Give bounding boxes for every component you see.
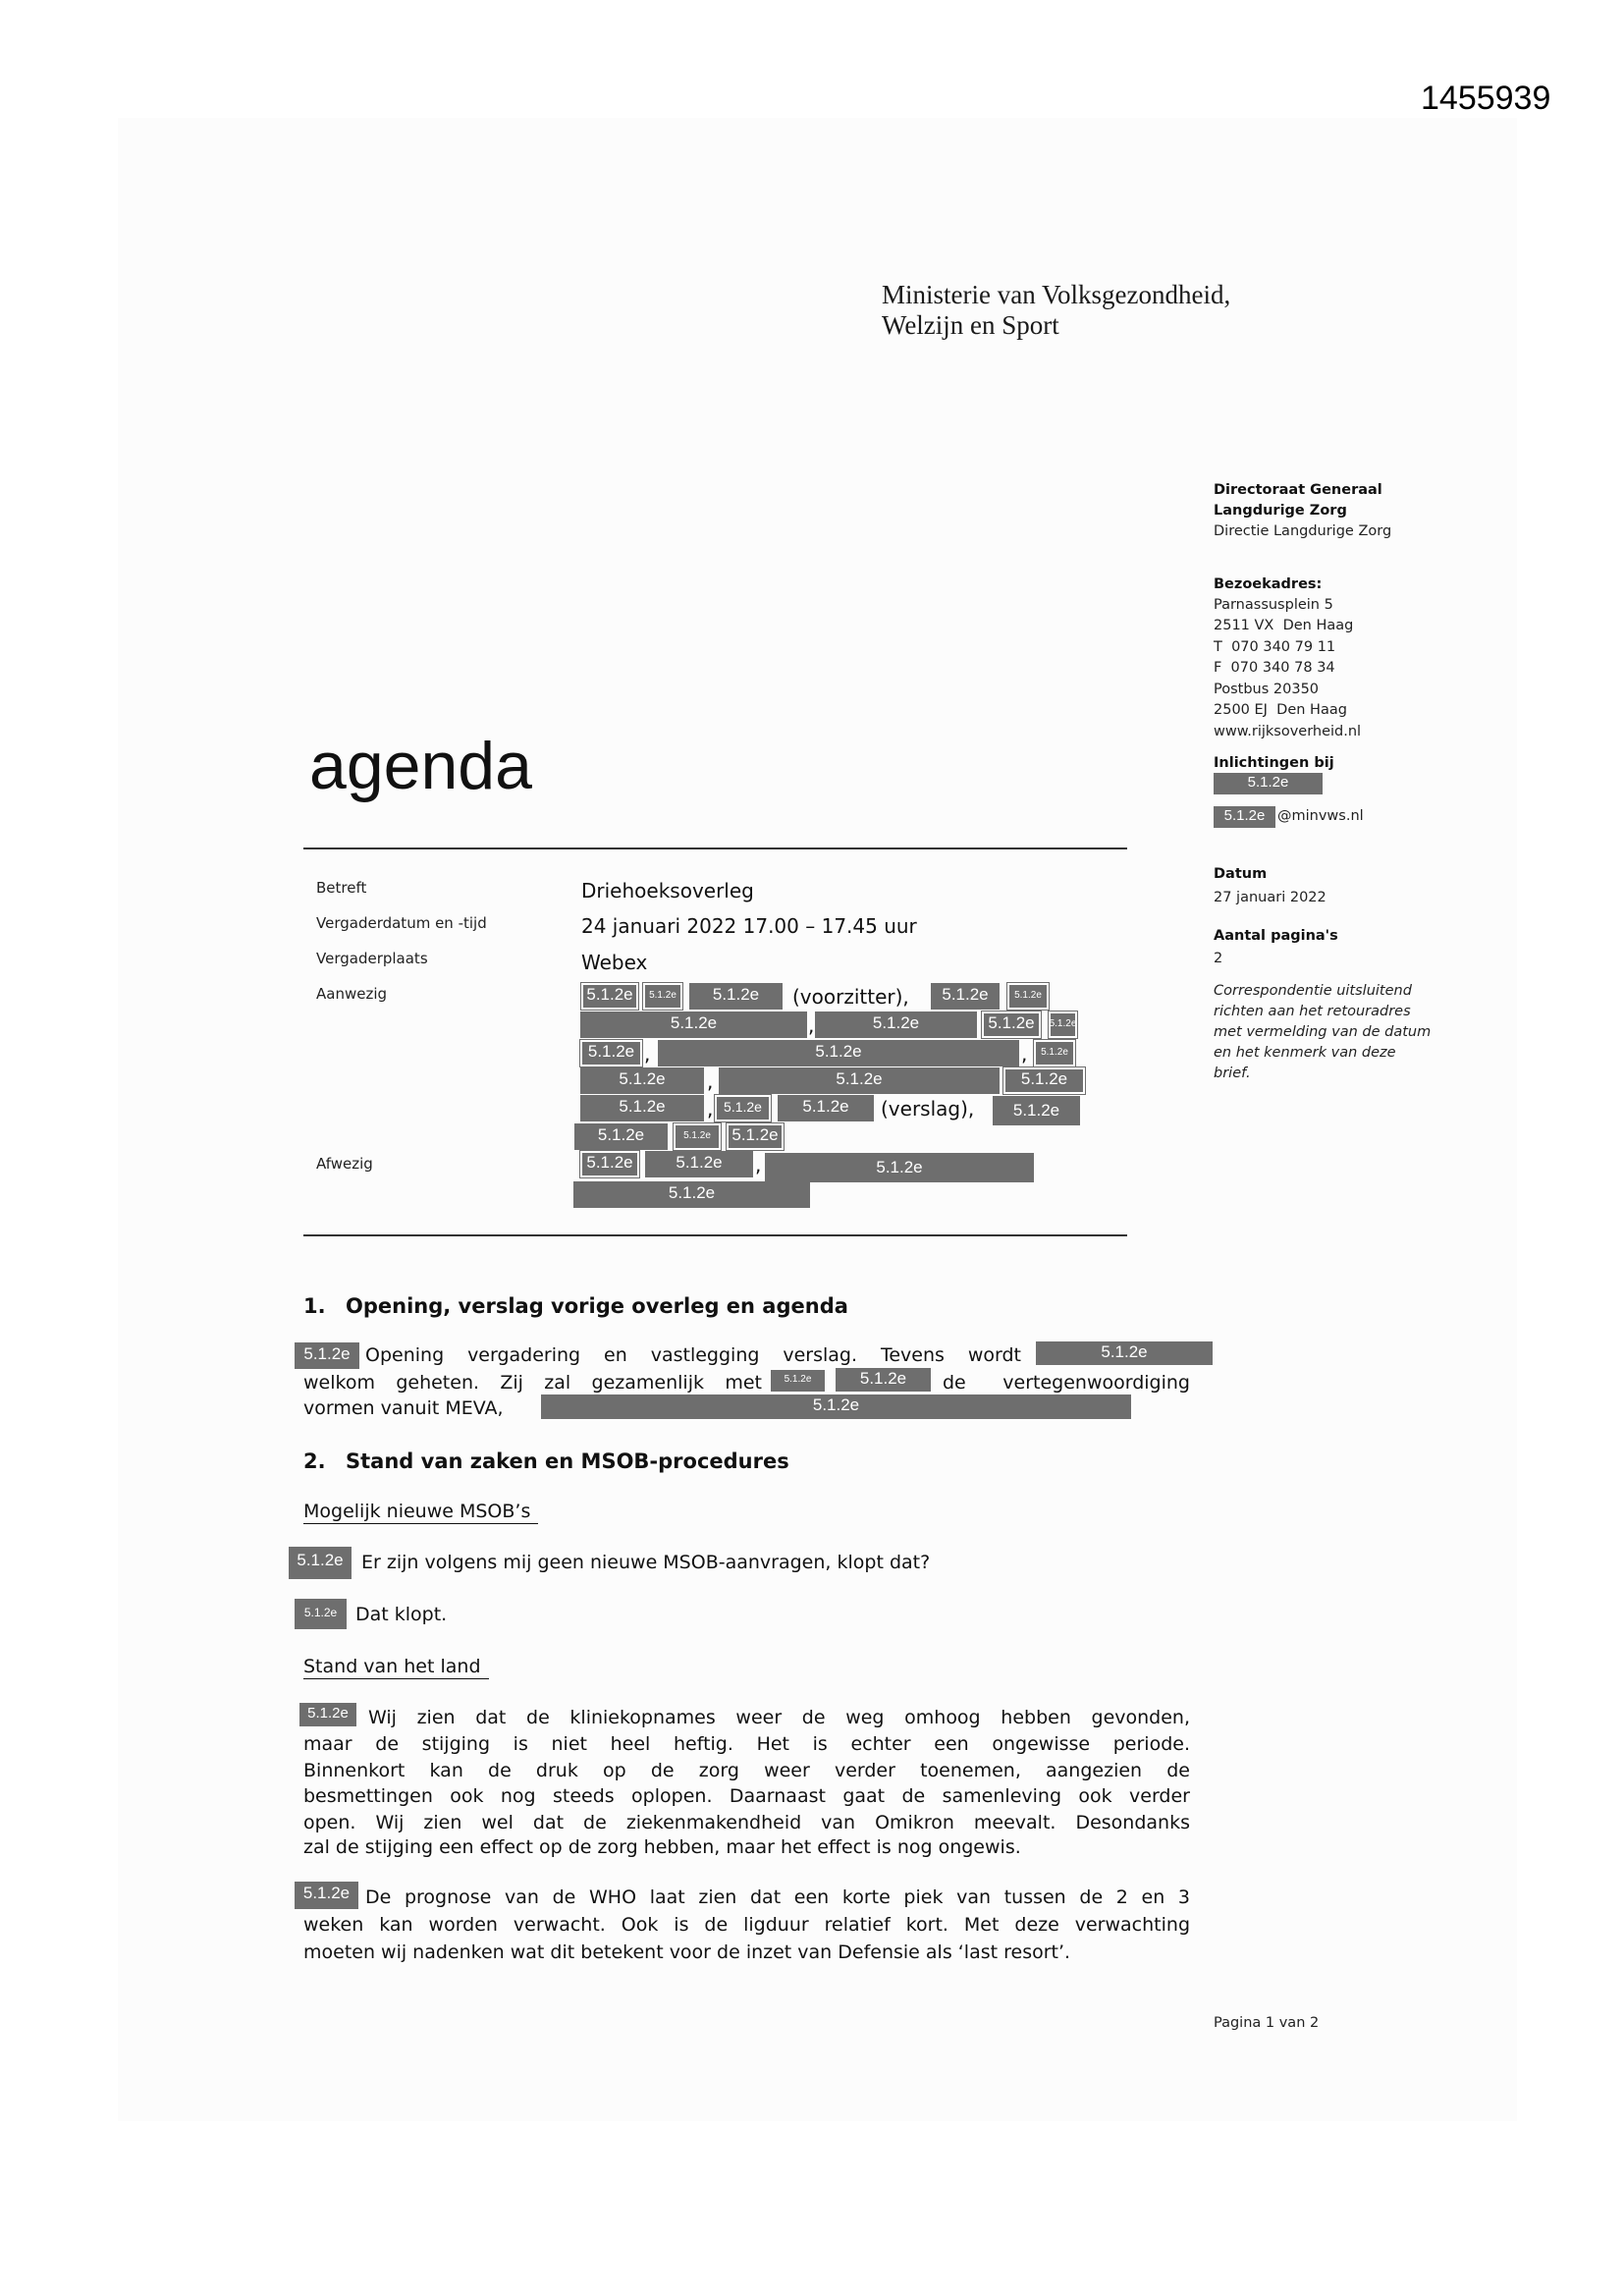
paragraph-line: weken kan worden verwacht. Ook is de ligduur relatief kort. Met deze verwachting xyxy=(303,1914,1190,1936)
answer-line: Dat klopt. xyxy=(355,1604,448,1625)
document-title: agenda xyxy=(309,729,532,803)
redaction-box: 5.1.2e xyxy=(993,1096,1080,1125)
redaction-box: 5.1.2e xyxy=(815,1011,977,1038)
redaction-box: 5.1.2e xyxy=(295,1342,359,1369)
sidebar-note-line: brief. xyxy=(1214,1066,1251,1081)
redaction-box: 5.1.2e xyxy=(541,1394,1131,1419)
redaction-box: 5.1.2e xyxy=(778,1095,874,1121)
redaction-box: 5.1.2e xyxy=(643,983,682,1010)
comma: , xyxy=(707,1097,714,1121)
chair-note: (voorzitter), xyxy=(792,985,909,1009)
redaction-box: 5.1.2e xyxy=(574,1123,668,1150)
section-1-heading xyxy=(303,1292,848,1320)
redaction-box: 5.1.2e xyxy=(765,1153,1034,1182)
paragraph-line: maar de stijging is niet heel heftig. Het is echter een ongewisse periode. xyxy=(303,1733,1190,1755)
subheading-country-status: Stand van het land xyxy=(303,1655,489,1679)
meta-datetime: 24 januari 2022 17.00 – 17.45 uur xyxy=(581,914,917,938)
redaction-box: 5.1.2e xyxy=(1036,1341,1213,1365)
redaction-box: 5.1.2e xyxy=(580,1067,704,1094)
paragraph-line: Wij zien dat de kliniekopnames weer de weg omhoog hebben gevonden, xyxy=(368,1707,1190,1728)
redaction-box: 5.1.2e xyxy=(674,1123,721,1150)
paragraph-line: welkom geheten. Zij zal gezamenlijk met xyxy=(303,1372,762,1394)
redaction-box: 5.1.2e xyxy=(580,1095,704,1121)
redaction-box: 5.1.2e xyxy=(289,1547,352,1579)
redaction-box: 5.1.2e xyxy=(1003,1067,1085,1094)
section-title: Opening, verslag vorige overleg en agenda xyxy=(346,1294,848,1318)
paragraph-line: zal de stijging een effect op de zorg hebben, maar het effect is nog ongewis. xyxy=(303,1836,1021,1858)
sidebar-address-line: T 070 340 79 11 xyxy=(1214,639,1336,655)
redaction-box: 5.1.2e xyxy=(1214,773,1323,794)
comma: , xyxy=(644,1042,651,1066)
page-footer: Pagina 1 van 2 xyxy=(1214,2015,1320,2031)
sidebar-date: 27 januari 2022 xyxy=(1214,890,1326,905)
redaction-box: 5.1.2e xyxy=(580,1040,642,1066)
meta-present-label: Aanwezig xyxy=(316,985,388,1003)
redaction-box: 5.1.2e xyxy=(1034,1040,1075,1066)
meta-subject: Driehoeksoverleg xyxy=(581,879,754,902)
comma: , xyxy=(808,1013,815,1037)
redaction-box: 5.1.2e xyxy=(715,1095,771,1121)
sidebar-address-line: 2500 EJ Den Haag xyxy=(1214,702,1347,718)
sidebar-note-line: Correspondentie uitsluitend xyxy=(1214,983,1412,999)
redaction-box: 5.1.2e xyxy=(580,1151,639,1177)
sidebar-org-1: Directoraat Generaal xyxy=(1214,482,1382,498)
meta-absent-label: Afwezig xyxy=(316,1155,373,1173)
paragraph-line: open. Wij zien wel dat de ziekenmakendheid van Omikron meevalt. Desondanks xyxy=(303,1812,1190,1833)
redaction-box: 5.1.2e xyxy=(727,1123,784,1150)
sidebar-date-heading: Datum xyxy=(1214,866,1268,882)
redaction-box: 5.1.2e xyxy=(295,1882,358,1909)
sidebar-note-line: richten aan het retouradres xyxy=(1214,1004,1411,1019)
document-number: 1455939 xyxy=(1421,80,1551,117)
redaction-box: 5.1.2e xyxy=(581,983,638,1010)
sidebar-address-line: 2511 VX Den Haag xyxy=(1214,618,1354,633)
comma: , xyxy=(707,1069,714,1093)
section-title: Stand van zaken en MSOB-procedures xyxy=(346,1449,789,1473)
sidebar-address-line: Postbus 20350 xyxy=(1214,682,1320,697)
redaction-box: 5.1.2e xyxy=(719,1067,1000,1094)
redaction-box: 5.1.2e xyxy=(1007,983,1049,1010)
sidebar-note-line: en het kenmerk van deze xyxy=(1214,1045,1396,1061)
redaction-box: 5.1.2e xyxy=(1049,1011,1077,1038)
section-number: 2. xyxy=(303,1449,326,1473)
sidebar-address-line: Parnassusplein 5 xyxy=(1214,597,1333,613)
paragraph-line: De prognose van de WHO laat zien dat een korte piek van tussen de 2 en 3 xyxy=(365,1886,1190,1908)
redaction-box: 5.1.2e xyxy=(836,1368,931,1392)
redaction-box: 5.1.2e xyxy=(299,1703,356,1726)
redaction-box: 5.1.2e xyxy=(771,1370,825,1392)
minutes-note: (verslag), xyxy=(881,1097,975,1121)
letterhead-line-1: Ministerie van Volksgezondheid, xyxy=(882,280,1231,309)
redaction-box: 5.1.2e xyxy=(658,1040,1019,1066)
divider-top xyxy=(303,847,1127,849)
paragraph-line: vormen vanuit MEVA, xyxy=(303,1397,504,1419)
redaction-box: 5.1.2e xyxy=(580,1011,807,1038)
sidebar-email-domain: @minvws.nl xyxy=(1277,808,1364,824)
letterhead-line-2: Welzijn en Sport xyxy=(882,310,1059,340)
sidebar-pages: 2 xyxy=(1214,951,1223,966)
paragraph-line: Binnenkort kan de druk op de zorg weer verder toenemen, aangezien de xyxy=(303,1760,1190,1781)
sidebar-pages-heading: Aantal pagina's xyxy=(1214,928,1338,944)
paragraph-line: Opening vergadering en vastlegging verslag. Tevens wordt xyxy=(365,1344,1021,1366)
subheading-new-msob: Mogelijk nieuwe MSOB’s xyxy=(303,1500,538,1524)
redaction-box: 5.1.2e xyxy=(931,983,1000,1010)
redaction-box: 5.1.2e xyxy=(295,1599,347,1629)
sidebar-org-2: Langdurige Zorg xyxy=(1214,503,1347,519)
sidebar-note-line: met vermelding van de datum xyxy=(1214,1024,1432,1040)
comma: , xyxy=(755,1153,762,1176)
redaction-box: 5.1.2e xyxy=(982,1011,1041,1038)
meta-datetime-label: Vergaderdatum en -tijd xyxy=(316,914,487,932)
redaction-box: 5.1.2e xyxy=(689,983,783,1010)
sidebar-address-line: F 070 340 78 34 xyxy=(1214,660,1335,676)
sidebar-contact-heading: Inlichtingen bij xyxy=(1214,755,1334,771)
sidebar-org-3: Directie Langdurige Zorg xyxy=(1214,523,1392,539)
meta-location: Webex xyxy=(581,951,648,974)
section-2-heading xyxy=(303,1448,789,1475)
paragraph-line: de vertegenwoordiging xyxy=(943,1372,1190,1394)
redaction-box: 5.1.2e xyxy=(573,1181,810,1208)
paragraph-line: moeten wij nadenken wat dit betekent voor de inzet van Defensie als ‘last resort’. xyxy=(303,1941,1071,1963)
section-number: 1. xyxy=(303,1294,326,1318)
question-line: Er zijn volgens mij geen nieuwe MSOB-aanvragen, klopt dat? xyxy=(361,1552,931,1573)
meta-location-label: Vergaderplaats xyxy=(316,950,428,967)
comma: , xyxy=(1021,1042,1028,1066)
meta-subject-label: Betreft xyxy=(316,879,367,897)
redaction-box: 5.1.2e xyxy=(645,1151,753,1177)
sidebar-address-heading: Bezoekadres: xyxy=(1214,576,1323,592)
divider-bottom xyxy=(303,1234,1127,1236)
redaction-box: 5.1.2e xyxy=(1214,806,1275,828)
paragraph-line: besmettingen ook nog steeds oplopen. Daarnaast gaat de samenleving ook verder xyxy=(303,1785,1190,1807)
sidebar-website: www.rijksoverheid.nl xyxy=(1214,724,1362,739)
